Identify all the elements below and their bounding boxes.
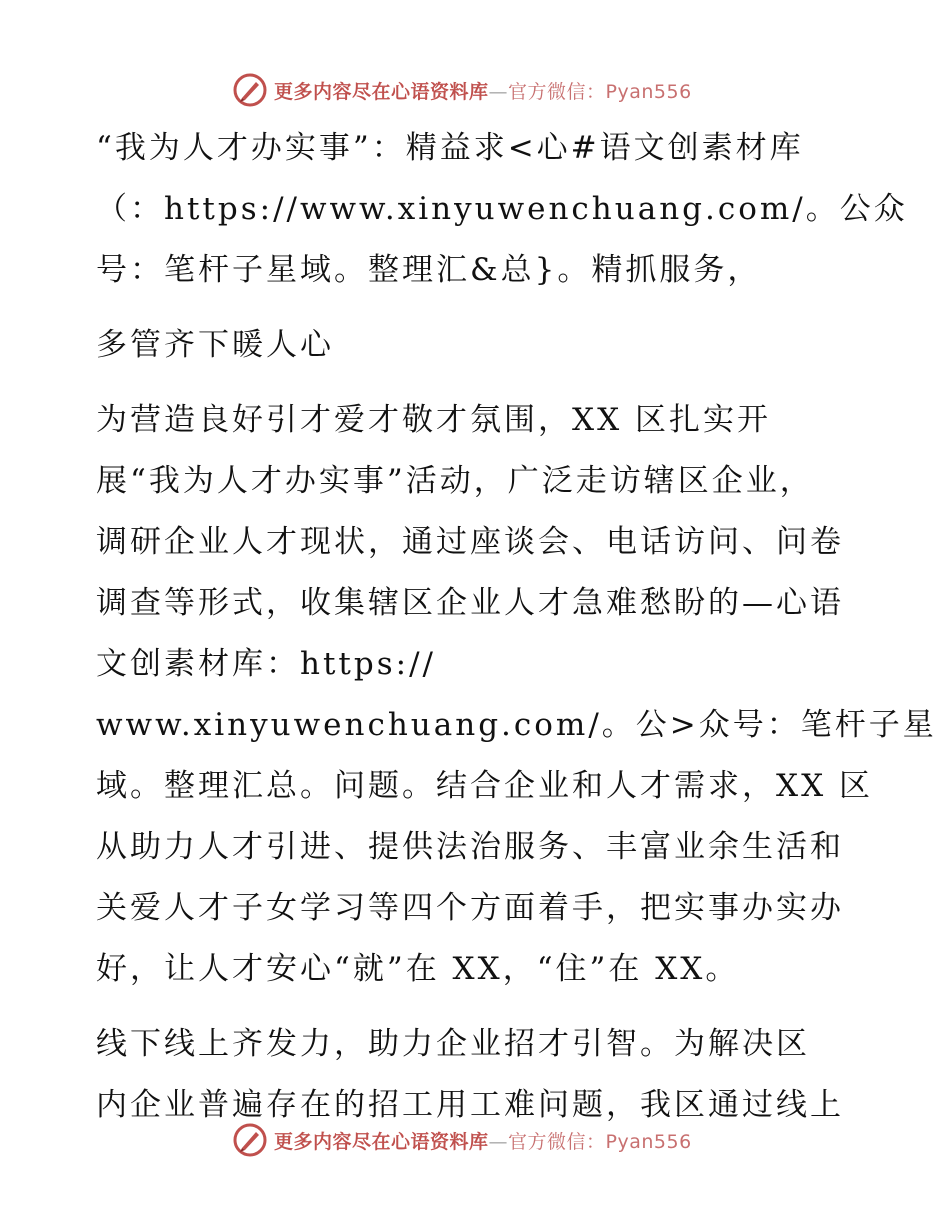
text-line: www.xinyuwenchuang.com/。公>众号：笔杆子星: [96, 707, 937, 743]
quill-logo-icon: [232, 72, 268, 108]
header-brand-text: 更多内容尽在心语资料库: [274, 80, 489, 103]
text-line: 号：笔杆子星域。整理汇&总}。精抓服务，: [96, 252, 762, 288]
text-line: 域。整理汇总。问题。结合企业和人才需求，XX 区: [96, 768, 873, 804]
paragraph-4: [96, 1014, 856, 1136]
footer-banner-text: [274, 1127, 692, 1154]
paragraph-3: [96, 390, 937, 1000]
text-line: 展“我为人才办实事”活动，广泛走访辖区企业，: [96, 463, 814, 499]
header-banner-text: [274, 77, 692, 104]
text-line: 从助力人才引进、提供法治服务、丰富业余生活和: [96, 829, 844, 865]
footer-banner: [232, 1120, 752, 1160]
text-line: 调研企业人才现状，通过座谈会、电话访问、问卷: [96, 524, 844, 560]
text-line: 为营造良好引才爱才敬才氛围，XX 区扎实开: [96, 402, 771, 438]
text-line: 调查等形式，收集辖区企业人才急难愁盼的—心语: [96, 585, 844, 621]
paragraph-heading: [96, 315, 856, 376]
text-line: 线下线上齐发力，助力企业招才引智。为解决区: [96, 1026, 810, 1062]
text-line: 文创素材库：https://: [96, 646, 436, 682]
document-body: [96, 118, 937, 1136]
header-separator: —: [488, 80, 509, 103]
text-line: 好，让人才安心“就”在 XX，“住”在 XX。: [96, 951, 740, 987]
text-line: （：https://www.xinyuwenchuang.com/。公众: [96, 191, 908, 227]
footer-brand-text: 更多内容尽在心语资料库: [274, 1130, 489, 1153]
text-line: “我为人才办实事”：精益求<心#语文创素材库: [96, 130, 804, 166]
text-line: 关爱人才子女学习等四个方面着手，把实事办实办: [96, 890, 844, 926]
quill-logo-icon: [232, 1122, 268, 1158]
header-wechat-text: 官方微信：Pyan556: [508, 80, 692, 103]
text-line: 多管齐下暖人心: [96, 327, 334, 363]
header-banner: [232, 70, 752, 110]
footer-wechat-text: 官方微信：Pyan556: [508, 1130, 692, 1153]
paragraph-1: [96, 118, 908, 301]
text-line: 内企业普遍存在的招工用工难问题，我区通过线上: [96, 1087, 844, 1123]
footer-separator: —: [488, 1130, 509, 1153]
